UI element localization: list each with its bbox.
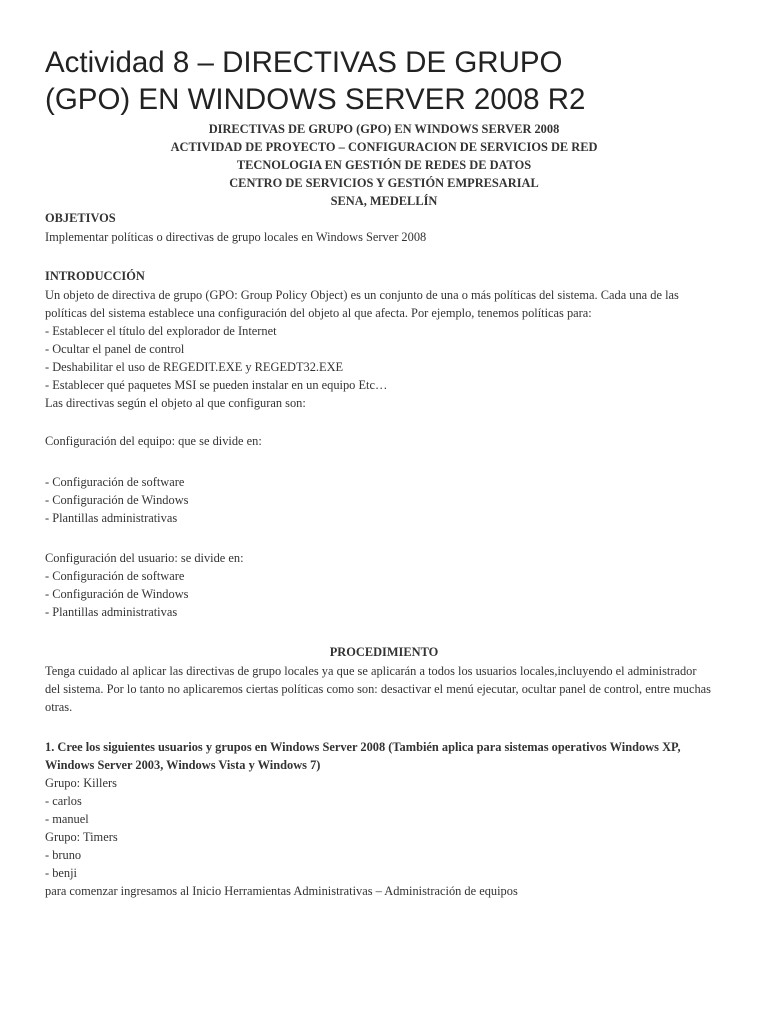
paragraph-line: políticas del sistema establece una configuración del objeto al que afecta. Por ejemplo, tenemos políticas para: [45, 306, 592, 320]
page-title [45, 44, 745, 118]
header-line: ACTIVIDAD DE PROYECTO – CONFIGURACION DE SERVICIOS DE RED [170, 140, 598, 154]
list-item: - Configuración de software [45, 475, 185, 489]
list-item: - Plantillas administrativas [45, 605, 178, 619]
list-item: - Establecer qué paquetes MSI se pueden instalar en un equipo Etc… [45, 378, 388, 392]
paragraph-line: Tenga cuidado al aplicar las directivas de grupo locales ya que se aplicarán a todos los usuarios locales,incluyendo el administrador [45, 664, 697, 678]
step-heading: 1. Cree los siguientes usuarios y grupos en Windows Server 2008 (También aplica para sistemas operativos Windows XP, [45, 740, 681, 754]
list-item: - Deshabilitar el uso de REGEDIT.EXE y REGEDT32.EXE [45, 360, 344, 374]
paragraph-line: otras. [45, 700, 73, 714]
step-heading: Windows Server 2003, Windows Vista y Windows 7) [45, 758, 321, 772]
header-line: CENTRO DE SERVICIOS Y GESTIÓN EMPRESARIAL [229, 176, 539, 190]
list-item: - Configuración de Windows [45, 493, 189, 507]
page-title-line-1: Actividad 8 – DIRECTIVAS DE GRUPO [45, 46, 563, 79]
page-title-line-2: (GPO) EN WINDOWS SERVER 2008 R2 [45, 83, 586, 116]
list-item: - Configuración de software [45, 569, 185, 583]
section-heading-procedimiento: PROCEDIMIENTO [329, 645, 439, 659]
paragraph-line: Las directivas según el objeto al que configuran son: [45, 396, 306, 410]
list-item: - manuel [45, 812, 89, 826]
list-item: - Plantillas administrativas [45, 511, 178, 525]
paragraph-line: Configuración del usuario: se divide en: [45, 551, 244, 565]
paragraph-line: Implementar políticas o directivas de grupo locales en Windows Server 2008 [45, 230, 427, 244]
list-item: - bruno [45, 848, 82, 862]
list-item: - Ocultar el panel de control [45, 342, 185, 356]
paragraph-line: para comenzar ingresamos al Inicio Herramientas Administrativas – Administración de equipos [45, 884, 518, 898]
header-line: TECNOLOGIA EN GESTIÓN DE REDES DE DATOS [236, 158, 532, 172]
header-line: DIRECTIVAS DE GRUPO (GPO) EN WINDOWS SERVER 2008 [208, 122, 560, 136]
section-heading-introduccion: INTRODUCCIÓN [45, 269, 145, 283]
list-item: - Configuración de Windows [45, 587, 189, 601]
paragraph-line: Grupo: Killers [45, 776, 117, 790]
paragraph-line: Grupo: Timers [45, 830, 118, 844]
list-item: - benji [45, 866, 77, 880]
paragraph-line: del sistema. Por lo tanto no aplicaremos ciertas políticas como son: desactivar el menú ejecutar, ocultar panel de control, entre muchas [45, 682, 711, 696]
list-item: - carlos [45, 794, 82, 808]
paragraph-line: Configuración del equipo: que se divide en: [45, 434, 262, 448]
paragraph-line: Un objeto de directiva de grupo (GPO: Group Policy Object) es un conjunto de una o más políticas del sistema. Cada una de las [45, 288, 679, 302]
list-item: - Establecer el título del explorador de Internet [45, 324, 277, 338]
header-line: SENA, MEDELLÍN [330, 194, 438, 208]
section-heading-objetivos: OBJETIVOS [45, 211, 116, 225]
